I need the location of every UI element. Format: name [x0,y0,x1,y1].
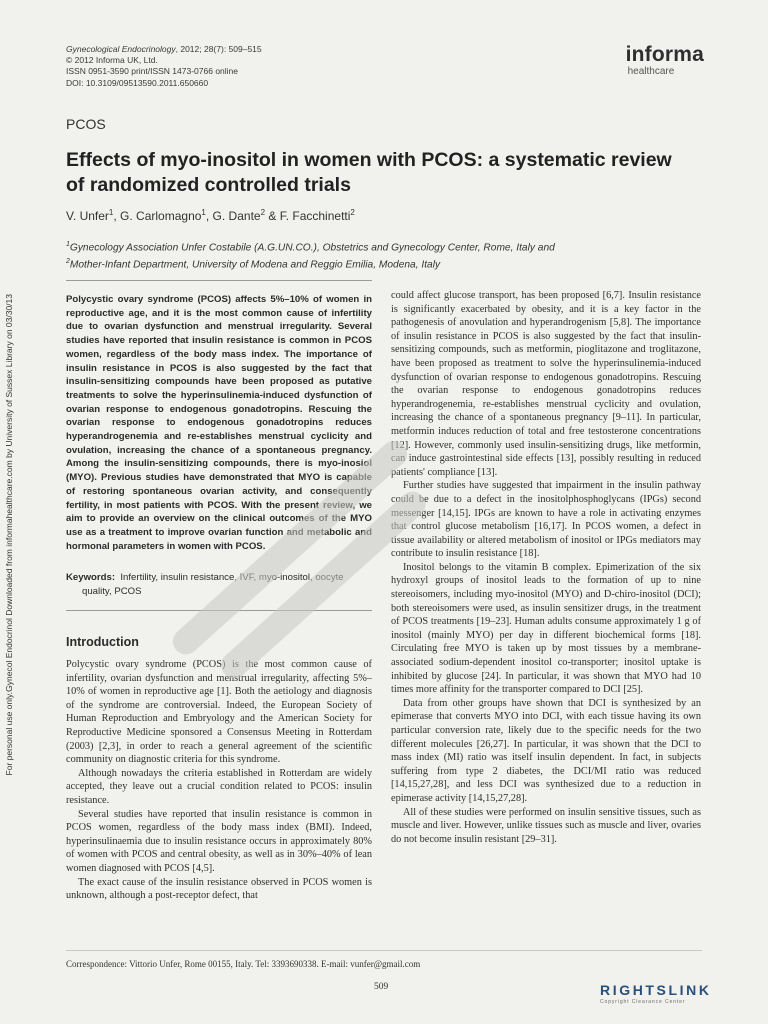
affiliations [66,238,706,273]
journal-citation [66,44,262,55]
author: G. Carlomagno [120,209,202,223]
affiliation [66,255,706,272]
affiliation-number: 1 [66,241,70,248]
author-list [66,208,355,223]
body-paragraph: Data from other groups have shown that DCI is synthesized by an epimerase that converts MYO into DCI, with each tissue having its own particular conversion rate, likely due to the specific needs for the two different molecules [26,27]. In particular, it was shown that the DCI to mass index (MI) ratio was itself insulin dependent. In fact, in subjects suffering from type 2 diabetes, the DCI/MI ratio was reduced [14,15,27,28], and less DCI was synthesized due to a reduction in epimerase activity [14,15,27,28]. [391,697,701,804]
author-separator: , [113,209,121,223]
article-title: Effects of myo-inositol in women with PCOS: a systematic review of randomized controlled trials [66,149,672,196]
author: G. Dante [212,209,261,223]
keywords-line1: Infertility, insulin resistance, IVF, myo-inositol, oocyte [120,572,344,583]
keywords-line2: quality, PCOS [82,585,142,597]
author-affiliation-mark: 2 [350,208,355,217]
abstract: Polycystic ovary syndrome (PCOS) affects 5%–10% of women in reproductive age, and it is the most common cause of infertility due to ovarian dysfunction and menstrual irregularity. Several studies have reported that insulin resistance is common in PCOS women, regardless of the body mass index. The importance of insulin resistance in PCOS is also suggested by the fact that insulin-sensitizing compounds have been proposed as putative treatments to solve the hyperinsulinemia-induced dysfunction of ovarian response to endogenous gonadotropins. Rescuing the ovarian response to endogenous gonadotropins reduces hyperandrogenemia and re-establishes menstrual cyclicity and ovulation, increasing the chance of a spontaneous pregnancy. Among the insulin-sensitizing compounds, there is myo-inosiol (MYO). Previous studies have demonstrated that MYO is capable of restoring spontaneous ovarian activity, and consequently fertility, in most patients with PCOS. With the present review, we aim to provide an overview on the clinical outcomes of the MYO use as a treatment to improve ovarian function and metabolic and hormonal parameters in women with PCOS. [66,294,372,552]
publisher-logo-name: informa [625,43,704,66]
rightslink-logo [600,983,768,1005]
journal-name: Gynecological Endocrinology [66,44,176,54]
page-number: 509 [374,982,389,992]
affiliation [66,238,706,255]
affiliation-number: 2 [66,258,70,266]
body-paragraph: Polycystic ovary syndrome (PCOS) is the most common cause of infertility, ovarian dysfunction and menstrual irregularity, affecting 5%–10% of women in reproductive age [1]. Both the aetiology and diagnosis of the syndrome are controversial. Indeed, the European Society of Human Reproduction and Embryology and the American Society for Reproductive Medicine sponsored a Consensus Meeting in Rotterdam (2003) [2,3], in order to reach a general agreement of the scientific community on diagnostic criteria for this syndrome. [66,659,372,766]
author-separator: , [205,209,213,223]
author-affiliation-mark: 2 [260,208,266,217]
section-tag: PCOS [66,116,106,132]
body-paragraph: Although nowadays the criteria established in Rotterdam are widely accepted, they leave out a crucial condition related to PCOS: insulin resistance. [66,767,372,806]
author-affiliation-mark: 1 [201,208,206,217]
author-separator: & [265,209,280,223]
copyright-line: © 2012 Informa UK, Ltd. [66,55,158,66]
affiliation-text: Gynecology Association Unfer Costabile (A.G.UN.CO.), Obstetrics and Gynecology Center, Rome, Italy and [69,242,555,254]
affiliation-text: Mother-Infant Department, University of Modena and Reggio Emilia, Modena, Italy [69,259,441,271]
right-column-body [391,289,701,846]
body-paragraph: Inositol belongs to the vitamin B complex. Epimerization of the six hydroxyl groups of inositol leads to the formation of up to nine stereoisomers, including myo-inositol (MYO) and D-chiro-inositol (DCI); both stereoisomers were used, as insulin sensitizer drugs, in the treatment of PCOS treatments [19–23]. Human adults consume approximately 1 g of inositol (mainly MYO) per day in different biochemical forms [18]. Circulating free MYO is taken up by most tissues by a membrane-associated sodium-dependent inositol co-transporter; inositol uptake is inhibited by glucose [24]. In particular, it was shown that MYO had 10 times more affinity for the transporter compared to DCI [25]. [391,561,701,696]
author: V. Unfer [66,209,109,223]
issn-line: ISSN 0951-3590 print/ISSN 1473-0766 online [66,66,239,77]
keywords [66,571,372,598]
body-paragraph: Several studies have reported that insulin resistance is common in PCOS women, regardless of the body mass index (BMI). Indeed, hyperinsulinaemia due to insulin resistance occurs in approximately 80% of women with PCOS and central obesity, as well as in 30%–40% of lean women diagnosed with PCOS [4,5]. [66,808,372,874]
doi-line: DOI: 10.3109/09513590.2011.650660 [66,77,209,88]
body-paragraph: All of these studies were performed on insulin sensitive tissues, such as muscle and liver. However, unlike tissues such as muscle and liver, ovaries do not become insulin resistant [29–31]. [391,806,701,845]
download-note [4,294,34,776]
body-paragraph: Further studies have suggested that impairment in the insulin pathway could be due to a defect in the inositolphosphoglycans (IPGs) second messenger [14,15]. IPGs are known to have a role in activating enzymes that control glucose metabolism [16,17]. In PCOS women, a defect in tissue availability or altered metabolism of inositol or IPGs mediators may contribute to insulin resistance [18]. [391,480,701,560]
correspondence-note: Correspondence: Vittorio Unfer, Rome 00155, Italy. Tel: 3393690338. E-mail: vunfer@gmail.com [66,959,421,969]
keywords-line [66,571,372,585]
rightslink-logo-text: RIGHTSLINK [600,982,712,998]
publisher-logo [626,44,704,78]
author: F. Facchinetti [279,209,351,223]
download-note-line2: For personal use only. [4,692,14,776]
abstract-bottom-rule [66,610,372,611]
body-paragraph: could affect glucose transport, has been proposed [6,7]. Insulin resistance is significantly exacerbated by obesity, and it is a key factor in the pathogenesis of anovulation and hyperandrogenism [5,8]. The importance of insulin resistance in PCOS is also suggested by the fact that insulin-sensitizing compounds, such as metformin, pioglitazone and troglitazone, have been proposed as treatment to solve the hyperinsulinemia-induced dysfunction of ovarian response to endogenous gonadotropins. Rescuing the ovarian response to endogenous gonadotropins reduces hyperandrogenemia, re-establishes menstrual cyclicity and ovulation, increasing the chance of a spontaneous pregnancy [9–11]. In particular, metformin induces reduction of total and free testosterone concentrations [12]. However, commonly used insulin-sensitizing drugs, like metformin, can induce gastrointestinal side effects [13], possibly resulting in reduced patients' compliance [13]. [391,290,701,478]
keywords-label: Keywords: [66,572,116,583]
introduction-heading: Introduction [66,635,139,649]
footer-rule [66,950,702,951]
rightslink-logo-sub: Copyright Clearance Center [600,999,686,1005]
journal-header [66,44,262,89]
journal-volume: , 2012; 28(7): 509–515 [175,44,262,54]
body-paragraph: The exact cause of the insulin resistance observed in PCOS women is unknown, although a post-receptor defect, that [66,876,372,902]
author-affiliation-mark: 1 [108,208,114,217]
download-note-line1: Gynecol Endocrinol Downloaded from informahealthcare.com by University of Sussex Library on 03/30/13 [4,294,14,693]
abstract-top-rule [66,280,372,281]
publisher-logo-sub: healthcare [627,66,675,77]
left-column-body [66,658,372,903]
